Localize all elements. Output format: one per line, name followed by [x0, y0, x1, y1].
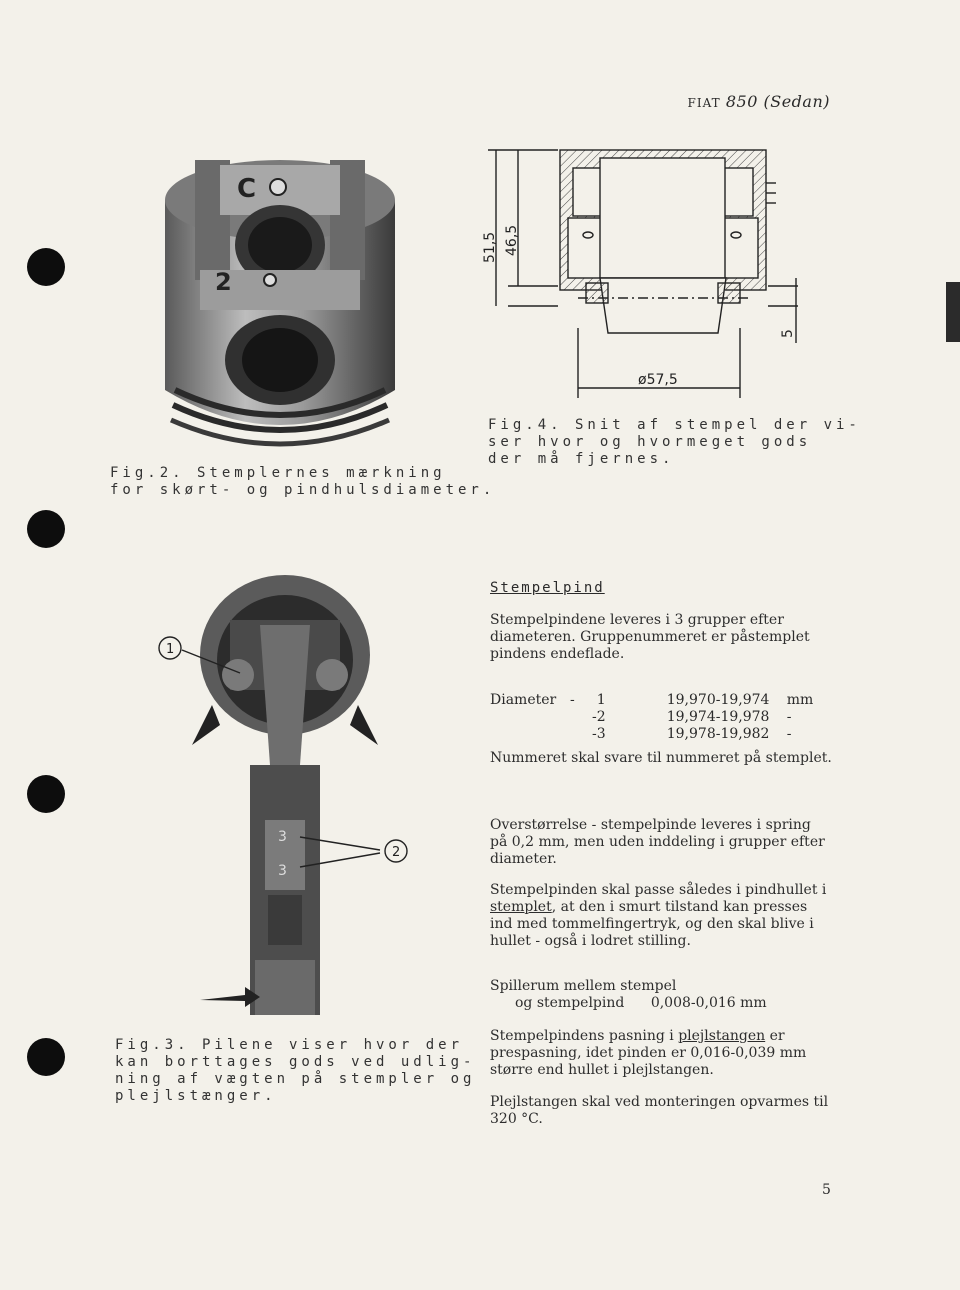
table-cell	[490, 726, 570, 743]
fig3-caption-line: plejlstænger.	[115, 1088, 277, 1104]
fig4-caption-line: der må fjernes.	[488, 451, 675, 467]
table-cell: -	[786, 709, 792, 725]
paragraph: Nummeret skal svare til nummeret på stemplet.	[490, 750, 832, 766]
paragraph	[490, 882, 832, 950]
binder-hole	[27, 248, 65, 286]
clearance-line: Spillerum mellem stempel	[490, 978, 677, 994]
binder-hole	[27, 510, 65, 548]
fig2-piston-photo	[145, 140, 415, 460]
callout-1: 1	[166, 642, 175, 657]
paragraph-text: Stempelpinden skal passe således i pindhullet i	[490, 882, 827, 898]
piston-mark-2: 2	[215, 268, 232, 296]
rod-mark: 3	[278, 863, 287, 879]
clearance-line	[490, 995, 832, 1012]
paragraph-text: Stempelpindens pasning i	[490, 1028, 679, 1044]
table-cell: -	[592, 709, 597, 725]
table-cell	[490, 709, 570, 726]
table-cell: -	[786, 726, 792, 742]
fig3-caption-line: ning af vægten på stempler og	[115, 1071, 476, 1087]
dim-label: ø57,5	[638, 372, 678, 388]
fig3-caption-line: Fig.3. Pilene viser hvor der	[115, 1037, 464, 1053]
table-cell: 1	[596, 692, 606, 708]
paragraph: Plejlstangen skal ved monteringen opvarmes til 320 °C.	[490, 1094, 829, 1127]
table-row	[490, 709, 826, 726]
paragraph-text: er prespasning, idet pinden er 0,016-0,039 mm større end hullet i plejlstangen.	[490, 1028, 807, 1078]
piston-mark-c: C	[237, 174, 257, 204]
fig4-section-drawing	[478, 138, 818, 408]
binder-hole	[27, 1038, 65, 1076]
dim-label: 46,5	[504, 224, 520, 256]
table-cell: mm	[786, 692, 814, 708]
page-header	[688, 92, 831, 111]
table-cell: 3	[596, 726, 606, 742]
fig4-caption	[488, 417, 861, 468]
table-cell: 19,974-19,978	[666, 709, 770, 725]
paragraph-underlined: plejlstangen	[678, 1028, 766, 1044]
page-edge-tab	[946, 282, 960, 342]
paragraph-text: , at den i smurt tilstand kan presses ind med tommelfingertryk, og den skal blive i hullet - også i lodret stilling.	[490, 899, 814, 949]
paragraph-underlined: stemplet	[490, 899, 552, 915]
table-cell: -	[570, 692, 575, 708]
clearance-value: 0,008-0,016 mm	[650, 995, 767, 1011]
header-model: 850 (Sedan)	[725, 92, 830, 111]
fig4-caption-line: ser hvor og hvormeget gods	[488, 434, 812, 450]
paragraph: Stempelpindene leveres i 3 grupper efter diameteren. Gruppenummeret er påstemplet pindens endeflade.	[490, 612, 810, 662]
page-number: 5	[822, 1182, 831, 1198]
fig4-caption-line: Fig.4. Snit af stempel der vi-	[488, 417, 861, 433]
fig3-caption-line: kan borttages gods ved udlig-	[115, 1054, 476, 1070]
fig3-caption	[115, 1037, 475, 1105]
binder-hole	[27, 775, 65, 813]
paragraph	[490, 1028, 832, 1079]
table-row	[490, 692, 826, 709]
rod-mark: 3	[278, 829, 287, 845]
fig2-caption	[110, 465, 495, 499]
paragraph: Overstørrelse - stempelpinde leveres i spring på 0,2 mm, men uden inddeling i grupper efter diameter.	[490, 817, 825, 867]
table-cell: 2	[596, 709, 606, 725]
callout-2: 2	[392, 845, 401, 860]
header-brand: FIAT	[687, 96, 721, 110]
table-cell: 19,970-19,974	[666, 692, 770, 708]
table-cell: Diameter	[490, 692, 557, 708]
section-title: Stempelpind	[490, 580, 605, 596]
table-row	[490, 726, 826, 743]
diameter-table	[490, 692, 826, 743]
fig2-caption-line: for skørt- og pindhulsdiameter.	[110, 482, 496, 498]
dim-label: 5	[780, 329, 796, 338]
table-cell: 19,978-19,982	[666, 726, 770, 742]
dim-label: 51,5	[482, 231, 498, 263]
table-cell: -	[592, 726, 597, 742]
fig2-caption-line: Fig.2. Stemplernes mærkning	[110, 465, 446, 481]
fig3-rod-photo	[150, 565, 420, 1025]
clearance-block	[490, 978, 832, 1012]
clearance-label: og stempelpind	[515, 995, 625, 1011]
